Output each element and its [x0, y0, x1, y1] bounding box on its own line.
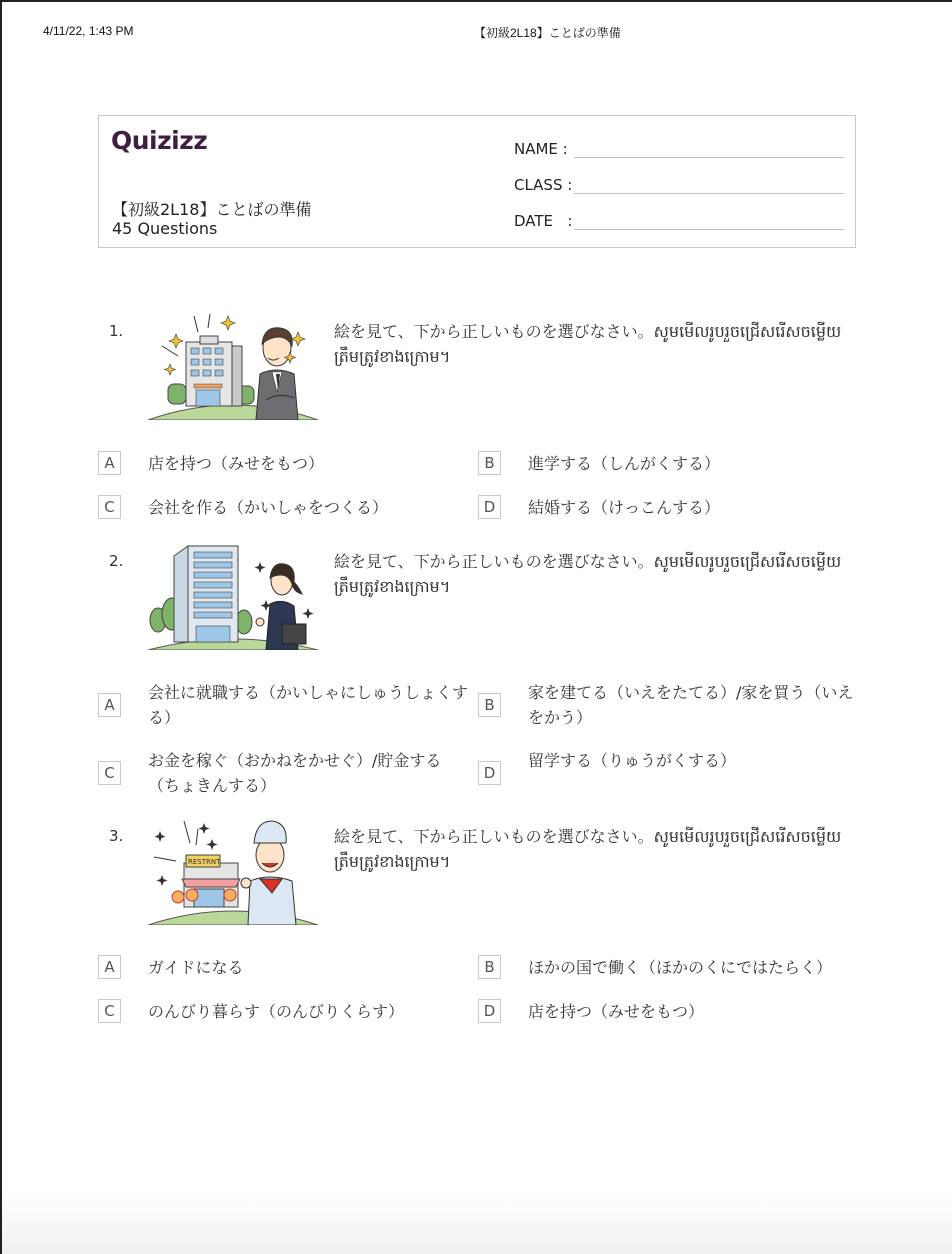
print-title: 【初級2L18】ことばの準備	[474, 26, 621, 40]
question-prompt: 絵を見て、下から正しいものを選びなさい。សូមមើលរូបរួចជ្រើសរើសចម្លើយត្រឹមត្រូវខាងក្រោម។	[334, 322, 842, 366]
businessman-building-illustration	[148, 312, 318, 420]
date-label: DATE :	[514, 212, 573, 230]
window-left-edge	[0, 0, 2, 1254]
option-text: お金を稼ぐ（おかねをかせぐ）/貯金する（ちょきんする）	[148, 751, 442, 795]
worksheet-header	[98, 115, 856, 248]
question-number: 3.	[109, 827, 124, 845]
question-prompt: 絵を見て、下から正しいものを選びなさい。សូមមើលរូបរួចជ្រើសរើសចម្លើយត្រឹមត្រូវខាងក្រោម។	[334, 827, 842, 871]
quizizz-logo: Quizizz	[111, 126, 208, 155]
option-text: 家を建てる（いえをたてる）/家を買う（いえをかう）	[528, 683, 854, 727]
option-letter-box[interactable]: D	[478, 495, 501, 519]
question-count: 45 Questions	[112, 219, 218, 238]
option-text: 会社を作る（かいしゃをつくる）	[148, 498, 389, 517]
option-letter-box[interactable]: D	[478, 761, 501, 785]
class-label: CLASS :	[514, 176, 573, 194]
option-letter-box[interactable]: D	[478, 999, 501, 1023]
option-text: 進学する（しんがくする）	[528, 454, 721, 473]
window-top-edge	[0, 0, 952, 2]
option-letter-box[interactable]: C	[98, 761, 121, 785]
class-field	[514, 172, 844, 194]
quiz-title: 【初級2L18】ことばの準備	[112, 200, 312, 219]
name-field	[514, 136, 844, 158]
date-field	[514, 208, 844, 230]
option-letter-box[interactable]: C	[98, 999, 121, 1023]
svg-text:RESTRNT: RESTRNT	[188, 858, 221, 866]
print-date: 4/11/22, 1:43 PM	[43, 24, 134, 38]
option-text: 会社に就職する（かいしゃにしゅうしょくする）	[148, 683, 469, 727]
question-prompt: 絵を見て、下から正しいものを選びなさい。សូមមើលរូបរួចជ្រើសរើសចម្លើយត្រឹមត្រូវខាងក្រោម។	[334, 552, 842, 596]
option-letter-box[interactable]: C	[98, 495, 121, 519]
option-text: ガイドになる	[148, 958, 244, 977]
option-letter-box[interactable]: B	[478, 451, 501, 475]
class-blank-line	[574, 193, 844, 194]
option-letter-box[interactable]: B	[478, 693, 501, 717]
question-number: 1.	[109, 322, 124, 340]
date-blank-line	[574, 229, 844, 230]
print-header	[0, 24, 952, 40]
option-text: 店を持つ（みせをもつ）	[528, 1002, 705, 1021]
option-letter-box[interactable]: A	[98, 451, 121, 475]
option-letter-box[interactable]: B	[478, 955, 501, 979]
option-letter-box[interactable]: A	[98, 955, 121, 979]
option-text: のんびり暮らす（のんびりくらす）	[148, 1002, 405, 1021]
option-text: 店を持つ（みせをもつ）	[148, 454, 325, 473]
chef-restaurant-illustration	[148, 817, 318, 925]
option-text: 留学する（りゅうがくする）	[528, 751, 737, 770]
option-letter-box[interactable]: A	[98, 693, 121, 717]
option-text: ほかの国で働く（ほかのくにではたらく）	[528, 958, 833, 977]
businesswoman-building-illustration	[148, 542, 318, 650]
name-label: NAME :	[514, 140, 568, 158]
question-number: 2.	[109, 552, 124, 570]
option-text: 結婚する（けっこんする）	[528, 498, 721, 517]
name-blank-line	[574, 157, 844, 158]
page-bottom-shadow	[2, 1194, 952, 1254]
